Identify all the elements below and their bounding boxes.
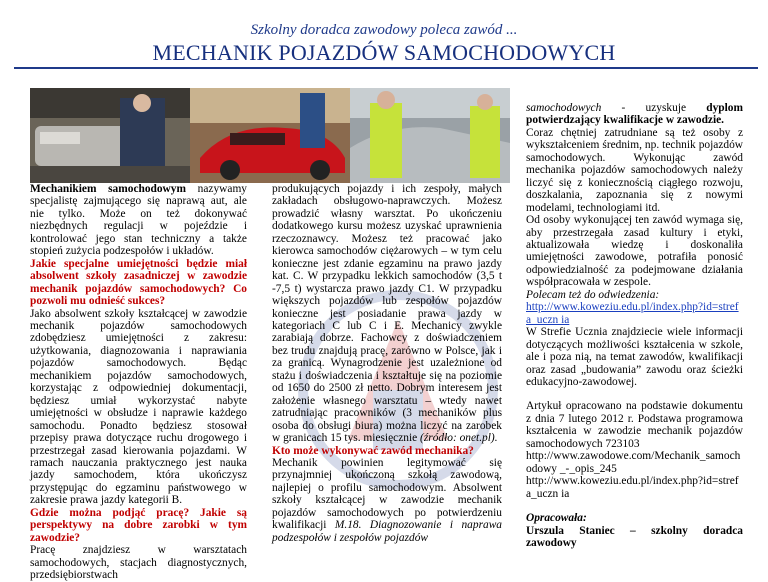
skills-paragraph: Jako absolwent szkoły kształcącej w zawodzie mechanik pojazdów samochodowych zdobędziesz umiejętności z zakresu: użytkowania, diagnozowania i naprawiania pojazdów samochodowych. Będąc mechanikiem pojazdów samochodowych, korzystając z odpowiedniej dokumentacji, będziesz umiał wykorzystać nabyte umiejętności w obsłudze i naprawie każdego samochodu. Ponadto będziesz stosował przepisy prawa dotyczące ruchu drogowego i przestrzegał zasad kierowania pojazdami. W ramach nauczania praktycznego jest nauka jazdy samochodem, która ukończysz przystępując do egzaminu państwowego w zakresie prawa jazdy kategorii B. [30,307,247,507]
header-divider [14,67,758,69]
page-title: MECHANIK POJAZDÓW SAMOCHODOWYCH [152,40,616,65]
visit-link[interactable]: http://www.koweziu.edu.pl/index.php?id=strefa_uczn ia [526,301,739,326]
diploma-bold: dyplom potwierdzający kwalifikacje w zawodzie. [526,102,743,127]
source-link-1: http://www.zawodowe.com/Mechanik_samochodowy _-_opis_245 [526,450,741,475]
header-kicker: Szkolny doradca zawodowy poleca zawód ... [250,22,518,38]
who-text: Mechanik powinien legitymować się przynajmniej ukończoną szkołą zawodową, najlepiej o profilu samochodowym. Absolwent szkoły kształcącej w zawodzie mechanik pojazdów samochodowych po potwierdzeniu kwalifikacji [272,456,502,532]
question-skills: Jakie specjalne umiejętności będzie miał absolwent szkoły zasadniczej w zawodzie mechanik pojazdów samochodowych? Co pozwoli mu odnieść sukces? [30,257,247,308]
source-link-2: http://www.koweziu.edu.pl/index.php?id=strefa_uczn ia [526,475,739,500]
qualification-name: M.18. Diagnozowanie i naprawa podzespołów i zespołów pojazdów [272,519,502,544]
diploma-text: - uzyskuje [601,102,707,114]
header-photo [30,88,510,183]
intro-lead: Mechanikiem samochodowym [30,183,186,195]
spacer [526,388,743,400]
source-article-paragraph: Artykuł opracowano na podstawie dokumentu z dnia 7 lutego 2012 r. Podstawa programowa kształcenia w zawodzie mechanik pojazdów samochodowych 723103 [526,400,743,450]
ethics-paragraph: Od osoby wykonującej ten zawód wymaga się, aby przestrzegała zasad kultury i etyki, aktualizowała wiedzę i doskonaliła umiejętności zawodowe, potrafiła ponosić odpowiedzialność za podejmowane działania współpracowała w zespole. [526,214,743,289]
intro-paragraph [30,183,247,258]
workshop-photo-right [350,88,510,183]
question-who: Kto może wykonywać zawód mechanika? [272,444,474,457]
question-work: Gdzie można podjąć pracę? Jakie są perspektywy na dobre zarobki w tym zawodzie? [30,506,247,544]
work-continued-paragraph [272,183,502,445]
work-continued-text: produkujących pojazdy i ich zespoły, małych zakładach obsługowo-naprawczych. Możesz prowadzić własny warsztat. Po ukończeniu dodatkowego kursu możesz uzyskać uprawnienia rzeczoznawcy. Możesz też pracować jako kierowca samochodów ciężarowych – w tym celu konieczne jest zdanie egzaminu na prawo jazdy kat. C. W przypadku lekkich samochodów (3,5 t -7,5 t) wystarcza prawo jazdy C1. W przypadku większych pojazdów lub zespołów pojazdów konieczne jest posiadanie prawa jazdy w kategoriach C lub C i E. Mechanicy zwykle zarabiają dobrze. Fachowcy z doświadczeniem bez trudu znajdują pracę, zarówno w Polsce, jak i za granicą. Wynagrodzenie jest uzależnione od stażu i doświadczenia i kształtuje się na poziomie od 1650 do 2500 zł netto. Dobrym interesem jest założenie własnego warsztatu – wtedy nawet zatrudniając pracowników (3 mechaników plus osoba do obsługi biura) można liczyć na zarobek w granicach 15 tys. miesięcznie [272,183,502,445]
student-zone-paragraph: W Strefie Ucznia znajdziecie wiele informacji dotyczących możliwości kształcenia w szkole, ale i poza nią, na temat zawodów, kwalifikacji oraz zasad „budowania” zawodu oraz ścieżki edukacyjno-zawodowej. [526,326,743,388]
spacer-2 [526,500,743,512]
column-3 [526,102,743,549]
workshop-photo-middle [190,88,350,183]
workshop-photo-left [30,88,190,183]
diploma-paragraph [526,102,743,127]
author-label: Opracowała: [526,512,587,525]
diploma-italic: samochodowych [526,102,602,114]
visit-label: Polecam też do odwiedzenia: [526,288,660,301]
secondary-education-paragraph: Coraz chętniej zatrudniane są też osoby z wykształceniem średnim, np. technik pojazdów samochodowych. Wykonując zawód mechanika pojazdów samochodowych należy liczyć się z koniecznością ciągłego rozwoju, doszkalania, zapoznania się z nowymi modelami, technologiami itd. [526,126,743,214]
column-2 [272,183,502,544]
column-1 [30,183,247,582]
author-name: Urszula Staniec – szkolny doradca zawodowy [526,524,743,549]
work-source: (źródło: onet.pl). [420,432,498,445]
who-paragraph [272,457,502,544]
intro-text: nazywamy specjalistę zajmującego się naprawą aut, ale nie tylko. Może on też dokonywać niezbędnych regulacji w pojeździe i kontrolować jego stan techniczny a także stopień zużycia podzespołów i układów. [30,183,247,258]
page-header [0,0,768,90]
work-paragraph: Pracę znajdziesz w warsztatach samochodowych, stacjach diagnostycznych, przedsiębiorstwach [30,544,247,582]
